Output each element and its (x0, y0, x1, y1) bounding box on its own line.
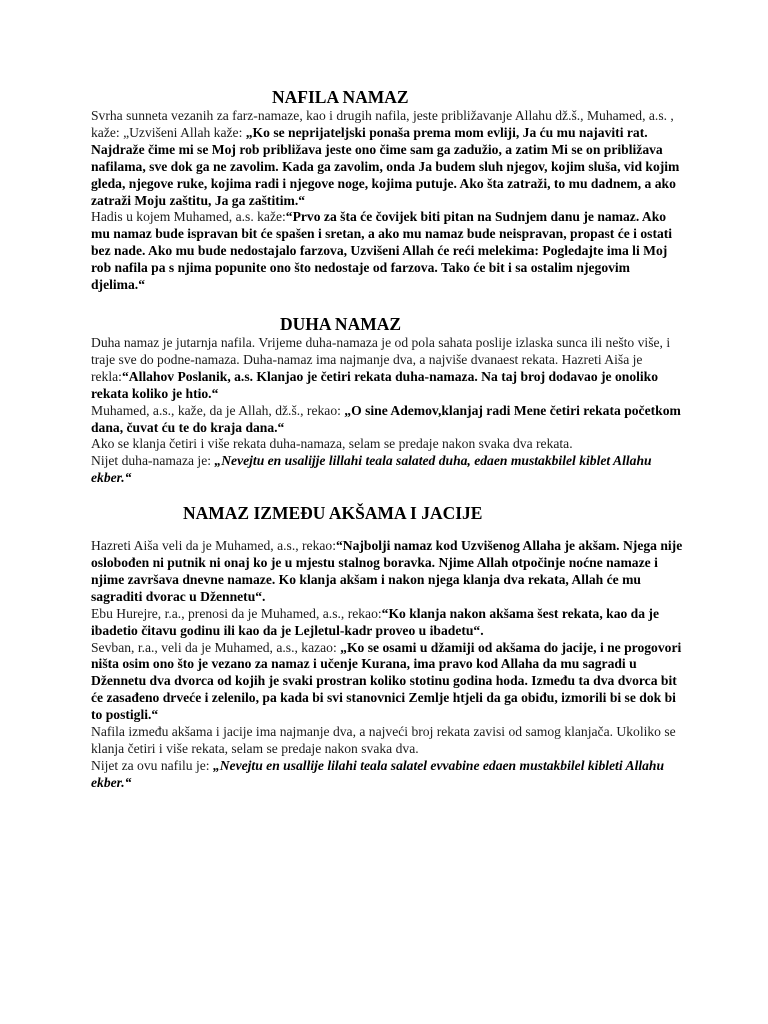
hadith-quote: “Allahov Poslanik, a.s. Klanjao je četiri rekata duha-namaza. Na taj broj dodavao je onoliko rekata koliko je htio.“ (91, 368, 659, 401)
paragraph-text: Ebu Hurejre, r.a., prenosi da je Muhamed, a.s., rekao: (91, 605, 382, 621)
hadith-quote: „O sine Ademov,klanjaj radi Mene četiri rekata početkom dana, čuvat ću te do kraja dana.“ (91, 402, 681, 435)
paragraph-text: Muhamed, a.s., kaže, da je Allah, dž.š., rekao: (91, 402, 345, 418)
paragraph-nafila-hadith (91, 209, 683, 294)
paragraph-text: Svrha sunneta vezanih za farz-namaze, kao i drugih nafila, jeste približavanje Allahu dž.š., Muhamed, a.s. , kaže: „Uzvišeni Allah kaže: (91, 108, 674, 140)
hadith-quote: “Najbolji namaz kod Uzvišenog Allaha je akšam. Njega nije oslobođen ni putnik ni onaj ko je u mjestu stalnog boravka. Njime Allah otpočinje noćne namaze i njime završava dnevne namaze. Ko klanja akšam i nakon njega klanja dva rekata, Allah će mu sagraditi dvorac u Džennetu“. (91, 538, 683, 604)
paragraph-duha-selam (91, 436, 683, 453)
paragraph-text: Ako se klanja četiri i više rekata duha-namaza, selam se predaje nakon svaka dva rekata. (91, 436, 573, 452)
heading-duha-namaz: DUHA NAMAZ (280, 313, 402, 334)
paragraph-nafila-intro (91, 108, 683, 209)
paragraph-text: Hadis u kojem Muhamed, a.s. kaže: (91, 209, 286, 225)
document-body (91, 86, 683, 792)
heading-namaz-izmedju-aksama-i-jacije: NAMAZ IZMEĐU AKŠAMA I JACIJE (183, 503, 483, 524)
hadith-quote: “Prvo za šta će čovijek biti pitan na Sudnjem danu je namaz. Ako mu namaz bude ispravan bit će spašen i sretan, a ako mu namaz bude neispravan, propast će i ostati bez nade. Ako mu bude nedostajalo farzova, Uzvišeni Allah će reći melekima: Pogledajte ima li Moj rob nafila pa s njima popunite ono što nedostaje od farzova. Tako će bit i sa ostalim njegovim djelima.“ (91, 209, 673, 293)
paragraph-text: Sevban, r.a., veli da je Muhamed, a.s., kazao: (91, 639, 341, 655)
nijet-text: „Nevejtu en usalijje lillahi teala salated duha, edaen mustakbilel kiblet Allahu ekber.“ (91, 453, 652, 486)
paragraph-text: Nijet duha-namaza je: (91, 453, 215, 469)
heading-nafila-namaz: NAFILA NAMAZ (272, 87, 409, 107)
paragraph-aksam-nijet (91, 758, 683, 792)
hadith-quote: „Ko se osami u džamiji od akšama do jacije, i ne progovori ništa osim ono što je vezano za namaz i učenje Kurana, ima pravo kod Allaha da mu sagradi u Džennetu dva dvorca od kojih je svaki prostran koliko stotinu godina hoda. Između ta dva dvorca bit će zasađeno drveće i zelenilo, pa kada bi svi stanovnici Zemlje htjeli da ga obiđu, izmorili bi se dok bi to postigli.“ (91, 639, 682, 723)
paragraph-text: Nafila između akšama i jacije ima najmanje dva, a najveći broj rekata zavisi od samog klanjača. Ukoliko se klanja četiri i više rekata, selam se predaje nakon svaka dva. (91, 724, 676, 756)
paragraph-text: Duha namaz je jutarnja nafila. Vrijeme duha-namaza je od pola sahata poslije izlaska sunca ili nešto više, i traje sve do podne-namaza. Duha-namaz ima najmanje dva, a najviše dvanaest rekata. Hazreti Aiša je rekla: (91, 334, 671, 384)
paragraph-duha-intro (91, 335, 683, 403)
paragraph-text: Nijet za ovu nafilu je: (91, 757, 213, 773)
paragraph-aksam-rekati (91, 724, 683, 758)
hadith-quote: “Ko klanja nakon akšama šest rekata, kao da je ibadetio čitavu godinu ili kao da je Lejletul-kadr proveo u ibadetu“. (91, 605, 659, 638)
paragraph-text: Hazreti Aiša veli da je Muhamed, a.s., rekao: (91, 538, 336, 554)
paragraph-aksam-aisa (91, 538, 683, 606)
hadith-quote: „Ko se neprijateljski ponaša prema mom evliji, Ja ću mu najaviti rat. Najdraže čime mi se Moj rob približava jeste ono čime sam ga zadužio, a zatim Mi se on približava nafilama, sve dok ga ne zavolim. Kada ga zavolim, onda Ja budem sluh njegov, kojim sluša, vid kojim gleda, njegove ruke, kojima radi i njegove noge, kojima putuje. Ako šta zatraži, to mu dadnem, a ako zatraži Moju zaštitu, Ja ga zaštitim.“ (91, 124, 680, 208)
nijet-text: „Nevejtu en usallije lilahi teala salatel evvabine edaen mustakbilel kibleti Allahu ekber.“ (91, 757, 665, 790)
paragraph-aksam-sevban (91, 640, 683, 725)
paragraph-duha-hadith (91, 403, 683, 437)
paragraph-duha-nijet (91, 453, 683, 487)
paragraph-aksam-hurejre (91, 606, 683, 640)
